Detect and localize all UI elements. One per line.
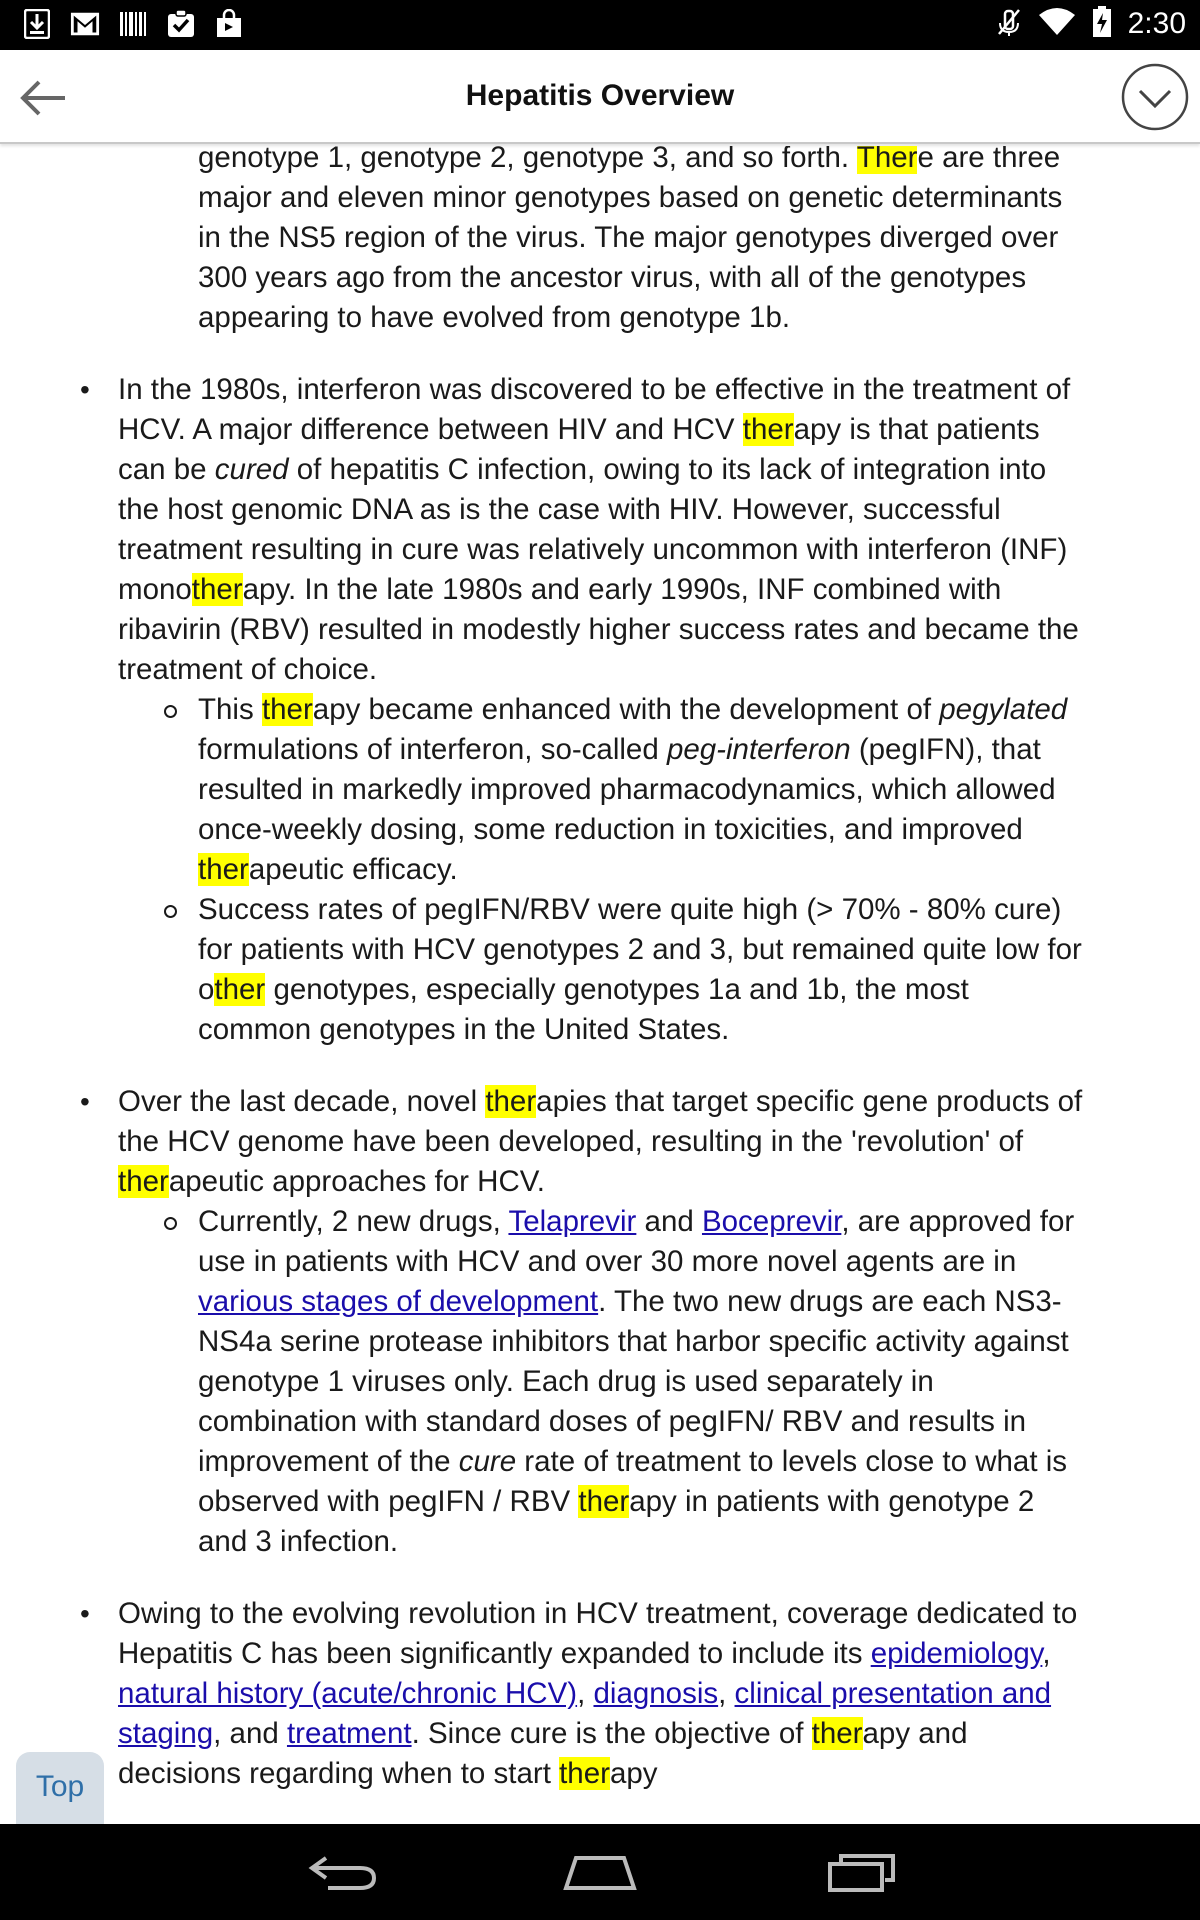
search-highlight: ther bbox=[742, 413, 794, 446]
nav-back-button[interactable] bbox=[303, 1842, 383, 1902]
options-button[interactable] bbox=[1120, 62, 1190, 132]
sub-list-item: This therapy became enhanced with the development of pegylated formulations of interferon, so-called peg-interferon (pegIFN), that resulted in markedly improved pharmacodynamics, which allowed once-weekly dosing, some reduction in toxicities, and improved therapeutic efficacy. bbox=[118, 690, 1090, 890]
clock: 2:30 bbox=[1127, 7, 1186, 40]
development-stages-link[interactable]: various stages of development bbox=[198, 1285, 599, 1318]
treatment-link[interactable]: treatment bbox=[286, 1717, 412, 1750]
natural-history-link[interactable]: natural history (acute/chronic HCV) bbox=[118, 1677, 578, 1710]
sub-list-item: Currently, 2 new drugs, Telaprevir and Boceprevir, are approved for use in patients with HCV and over 30 more novel agents are in various stages of development. The two new drugs are each NS3-NS4a serine protease inhibitors that harbor specific activity against genotype 1 viruses only. Each drug is used separately in combination with standard doses of pegIFN/ RBV and results in improvement of the cure rate of treatment to levels close to what is observed with pegIFN / RBV therapy in patients with genotype 2 and 3 infection. bbox=[118, 1202, 1090, 1562]
paragraph: • Owing to the evolving revolution in HCV treatment, coverage dedicated to Hepatitis C has been significantly expanded to include its epidemiology, natural history (acute/chronic HCV), diagnosis, clinical presentation and staging, and treatment. Since cure is the objective of therapy and decisions regarding when to start therapy bbox=[118, 1597, 1078, 1790]
telaprevir-link[interactable]: Telaprevir bbox=[508, 1205, 637, 1238]
clinical-presentation-link[interactable]: clinical presentation and staging bbox=[118, 1677, 1052, 1750]
list-item bbox=[0, 1594, 1200, 1794]
paragraph: • In the 1980s, interferon was discovered to be effective in the treatment of HCV. A major difference between HIV and HCV therapy is that patients can be cured of hepatitis C infection, owing to its lack of integration into the host genomic DNA as is the case with HIV. However, successful treatment resulting in cure was relatively uncommon with interferon (INF) monotherapy. In the late 1980s and early 1990s, INF combined with ribavirin (RBV) resulted in modestly higher success rates and became the treatment of choice. bbox=[118, 373, 1079, 686]
shopping-bag-icon bbox=[214, 8, 244, 40]
page-title: Hepatitis Overview bbox=[465, 79, 735, 112]
mute-icon bbox=[996, 7, 1022, 41]
navigation-bar bbox=[0, 1824, 1200, 1920]
list-item bbox=[0, 1082, 1200, 1562]
download-icon bbox=[22, 8, 52, 40]
home-nav-icon bbox=[562, 1852, 638, 1892]
search-highlight: ther bbox=[261, 693, 313, 726]
paragraph: • Over the last decade, novel therapies that target specific gene products of the HCV genome have been developed, resulting in the 'revolution' of therapeutic approaches for HCV. bbox=[118, 1085, 1083, 1198]
battery-icon bbox=[1092, 6, 1112, 42]
search-highlight: ther bbox=[811, 1717, 863, 1750]
chevron-down-circle-icon bbox=[1121, 63, 1189, 131]
list-item bbox=[0, 370, 1200, 1050]
clipboard-check-icon bbox=[166, 8, 196, 40]
wifi-icon bbox=[1038, 7, 1076, 41]
search-highlight: ther bbox=[578, 1485, 630, 1518]
barcode-icon bbox=[118, 8, 148, 40]
search-highlight: ther bbox=[191, 573, 243, 606]
back-nav-icon bbox=[308, 1852, 378, 1892]
nav-recents-button[interactable] bbox=[822, 1842, 902, 1902]
sub-list-item: Success rates of pegIFN/RBV were quite high (> 70% - 80% cure) for patients with HCV genotypes 2 and 3, but remained quite low for other genotypes, especially genotypes 1a and 1b, the most common genotypes in the United States. bbox=[118, 890, 1090, 1050]
boceprevir-link[interactable]: Boceprevir bbox=[701, 1205, 842, 1238]
status-bar bbox=[0, 0, 1200, 50]
gmail-icon bbox=[70, 8, 100, 40]
search-highlight: Ther bbox=[857, 146, 918, 174]
notification-icons bbox=[22, 8, 244, 40]
system-status bbox=[996, 6, 1186, 42]
epidemiology-link[interactable]: epidemiology bbox=[870, 1637, 1043, 1670]
diagnosis-link[interactable]: diagnosis bbox=[593, 1677, 719, 1710]
article-body bbox=[0, 146, 1200, 1794]
nav-home-button[interactable] bbox=[560, 1842, 640, 1902]
recents-nav-icon bbox=[827, 1852, 897, 1892]
search-highlight: ther bbox=[198, 853, 249, 886]
article-content[interactable] bbox=[0, 146, 1200, 1823]
search-highlight: ther bbox=[559, 1757, 610, 1790]
app-bar bbox=[0, 50, 1200, 144]
sub-list-item: genotype 1, genotype 2, genotype 3, and so forth. There are three major and eleven minor genotypes based on genetic determinants in the NS5 region of the virus. The major genotypes diverged over 300 years ago from the ancestor virus, with all of the genotypes appearing to have evolved from genotype 1b. bbox=[118, 146, 1090, 338]
scroll-top-button[interactable]: Top bbox=[16, 1752, 104, 1824]
search-highlight: ther bbox=[214, 973, 266, 1006]
search-highlight: ther bbox=[118, 1165, 169, 1198]
search-highlight: ther bbox=[485, 1085, 537, 1118]
list-item bbox=[0, 146, 1200, 338]
